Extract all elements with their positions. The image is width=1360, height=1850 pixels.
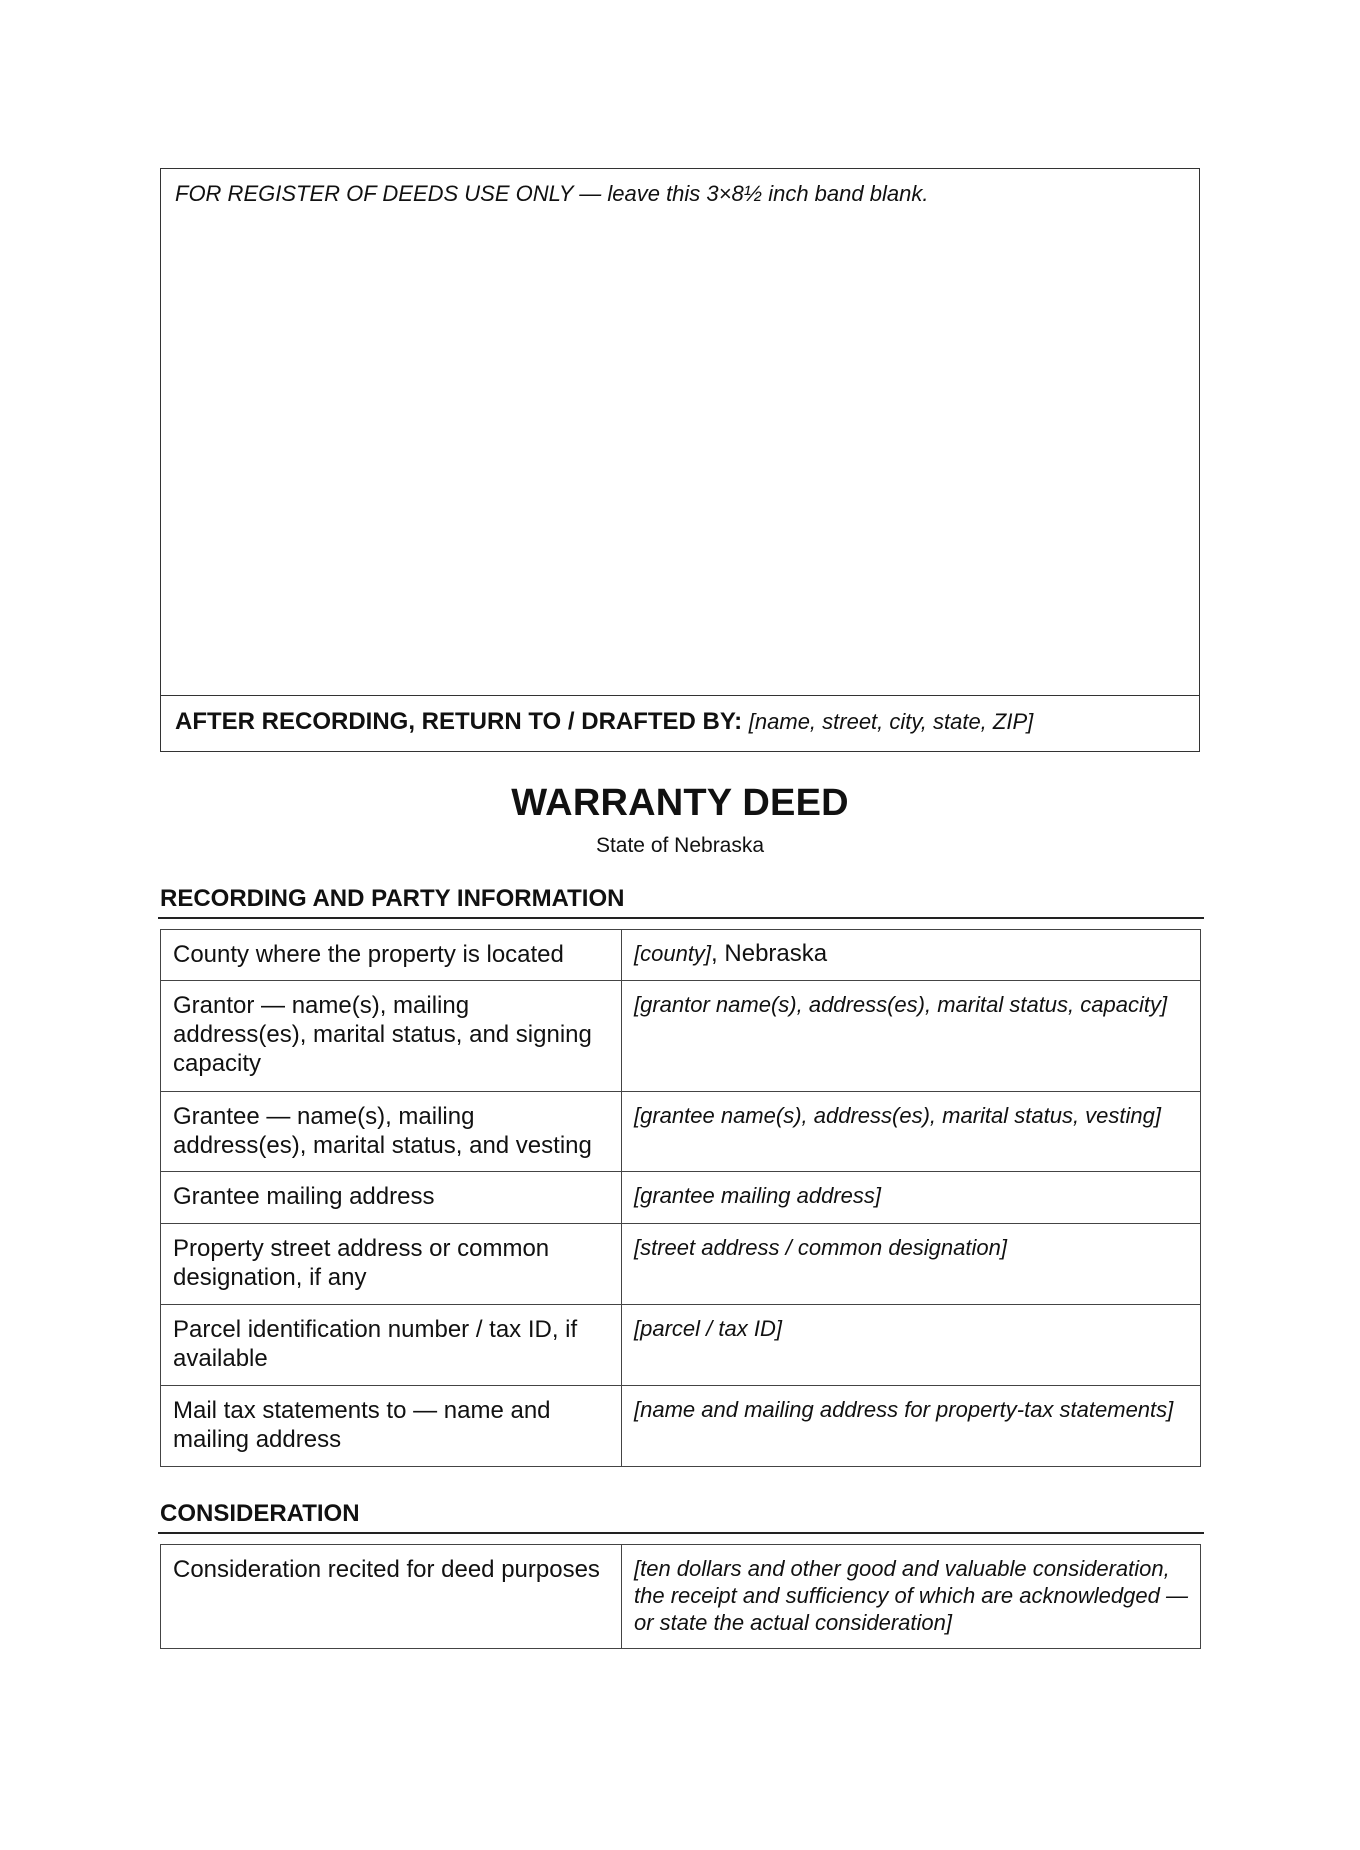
value-placeholder: [name and mailing address for property-tax statements] [634,1397,1174,1422]
document-title: WARRANTY DEED [511,782,849,824]
row-label: Grantee mailing address [161,1172,622,1224]
value-placeholder: [grantor name(s), address(es), marital status, capacity] [634,992,1168,1017]
value-placeholder: [ten dollars and other good and valuable consideration, the receipt and sufficiency of which are acknowledged — or state the actual consideration] [634,1556,1188,1635]
value-placeholder: [parcel / tax ID] [634,1316,782,1341]
row-label: Parcel identification number / tax ID, if available [161,1305,622,1386]
row-label: Grantor — name(s), mailing address(es), marital status, and signing capacity [161,981,622,1092]
return-to-line [161,695,1199,751]
table-row [161,1545,1201,1649]
register-use-note: FOR REGISTER OF DEEDS USE ONLY — leave this 3×8½ inch band blank. [175,181,929,206]
party-info-table [160,929,1201,1467]
row-value [622,1386,1201,1467]
value-placeholder: [grantee mailing address] [634,1183,882,1208]
value-placeholder: [county] [634,941,712,966]
row-value [622,1545,1201,1649]
section-heading-consideration: CONSIDERATION [160,1500,360,1527]
row-label: Property street address or common designation, if any [161,1224,622,1305]
document-subtitle: State of Nebraska [595,834,765,857]
row-value [622,1224,1201,1305]
row-label: Mail tax statements to — name and mailing address [161,1386,622,1467]
row-value [622,1305,1201,1386]
register-of-deeds-box [160,168,1200,752]
return-to-label: AFTER RECORDING, RETURN TO / DRAFTED BY: [175,708,743,735]
table-row [161,1386,1201,1467]
section-heading-party: RECORDING AND PARTY INFORMATION [160,885,625,912]
row-value [622,1172,1201,1224]
row-label: Grantee — name(s), mailing address(es), marital status, and vesting [161,1092,622,1172]
table-row [161,1092,1201,1172]
row-label: Consideration recited for deed purposes [161,1545,622,1649]
value-placeholder: [grantee name(s), address(es), marital status, vesting] [634,1103,1161,1128]
value-placeholder: [street address / common designation] [634,1235,1007,1260]
table-row [161,981,1201,1092]
table-row [161,930,1201,981]
table-row [161,1224,1201,1305]
row-value [622,981,1201,1092]
row-label: County where the property is located [161,930,622,981]
section-rule [158,917,1204,919]
value-text: , Nebraska [711,940,828,967]
row-value [622,930,1201,981]
row-value [622,1092,1201,1172]
table-row [161,1172,1201,1224]
section-rule [158,1532,1204,1534]
return-to-placeholder: [name, street, city, state, ZIP] [748,709,1034,734]
consideration-table [160,1544,1201,1649]
table-row [161,1305,1201,1386]
